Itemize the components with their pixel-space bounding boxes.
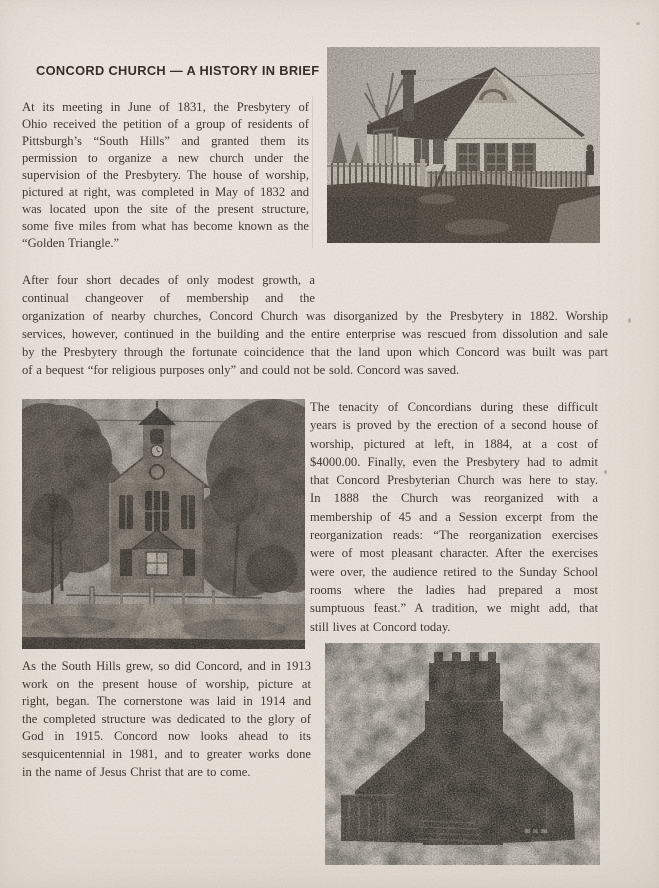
text-line: were of most pleasant character. After the exercises (310, 546, 598, 561)
text-line: worship, pictured at left, in 1884, at a cost of (310, 436, 598, 451)
photo1-scene (327, 47, 600, 243)
paragraph-founding (22, 99, 309, 252)
text-line: reorganization reads: “The reorganization exercises (310, 528, 598, 543)
text-line: was located upon the site of the present structure, (22, 202, 309, 216)
text-line: organization of nearby churches, Concord Church was disorganized by the Presbytery in 1882. Worship (22, 309, 608, 323)
scan-speck (628, 318, 631, 323)
text-line: in the name of Jesus Christ that are to come. (22, 764, 251, 779)
text-line: the completed structure was dedicated to the glory of (22, 711, 311, 726)
photo-present-church-1915 (325, 643, 600, 865)
text-line: work on the present house of worship, picture at (22, 676, 311, 691)
text-line: that Concord Presbyterian Church was here to stay. (310, 473, 598, 488)
text-line: services, however, continued in the building and the entire enterprise was rescued from dissolution and sale (22, 327, 608, 342)
paragraph-disorganization-wide (22, 307, 608, 379)
text-line: of a bequest “for religious purposes only” and could not be sold. Concord was saved. (22, 363, 460, 378)
text-line: At its meeting in June of 1831, the Presbytery of (22, 100, 309, 114)
text-line: permission to organize a new church under the (22, 151, 309, 165)
text-line: right, began. The cornerstone was laid in 1914 and (22, 694, 311, 709)
text-line: by the Presbytery through the fortunate coincidence that the land upon which Concord was built was part (22, 345, 608, 360)
text-line: were over, the audience retired to the Sunday School (310, 564, 598, 579)
text-line: rooms where the ladies had prepared a most (310, 582, 598, 597)
text-line: The tenacity of Concordians during these difficult (310, 400, 598, 414)
photo-first-house-of-worship-1832 (327, 47, 600, 243)
scan-artifact-line (312, 96, 313, 248)
text-line: still lives at Concord today. (310, 619, 451, 634)
text-line: membership of 45 and a Session excerpt from the (310, 509, 598, 524)
photo3-scene (325, 643, 600, 865)
text-line: In 1888 the Church was reorganized with a (310, 491, 598, 506)
text-line: After four short decades of only modest growth, a (22, 273, 315, 287)
text-line: some five miles from what has become known as the (22, 219, 309, 233)
text-line: years is proved by the erection of a second house of (310, 418, 598, 433)
text-line: God in 1915. Concord now looks ahead to its (22, 729, 311, 744)
text-line: Pittsburgh’s “South Hills” and granted them its (22, 134, 309, 148)
text-line: pictured at right, was completed in May of 1832 and (22, 185, 309, 199)
text-line: continual changeover of membership and the (22, 291, 315, 306)
paragraph-present-church (22, 658, 311, 781)
photo-second-house-of-worship-1884 (22, 399, 305, 649)
paragraph-reorganization (310, 398, 598, 636)
text-line: sesquicentennial in 1981, and to greater works done (22, 746, 311, 761)
scan-speck (636, 22, 640, 25)
photo2-scene (22, 399, 305, 649)
page-title: CONCORD CHURCH — A HISTORY IN BRIEF (36, 63, 320, 78)
scan-speck (604, 470, 607, 474)
text-line: $4000.00. Finally, even the Presbytery had to admit (310, 454, 598, 469)
text-line: As the South Hills grew, so did Concord, and in 1913 (22, 659, 311, 673)
paragraph-disorganization-narrow (22, 271, 315, 308)
text-line: supervision of the Presbytery. The house of worship, (22, 168, 309, 182)
text-line: “Golden Triangle.” (22, 236, 120, 250)
text-line: sumptuous feast.” A tradition, we might add, that (310, 601, 598, 616)
text-line: Ohio received the petition of a group of residents of (22, 117, 309, 131)
